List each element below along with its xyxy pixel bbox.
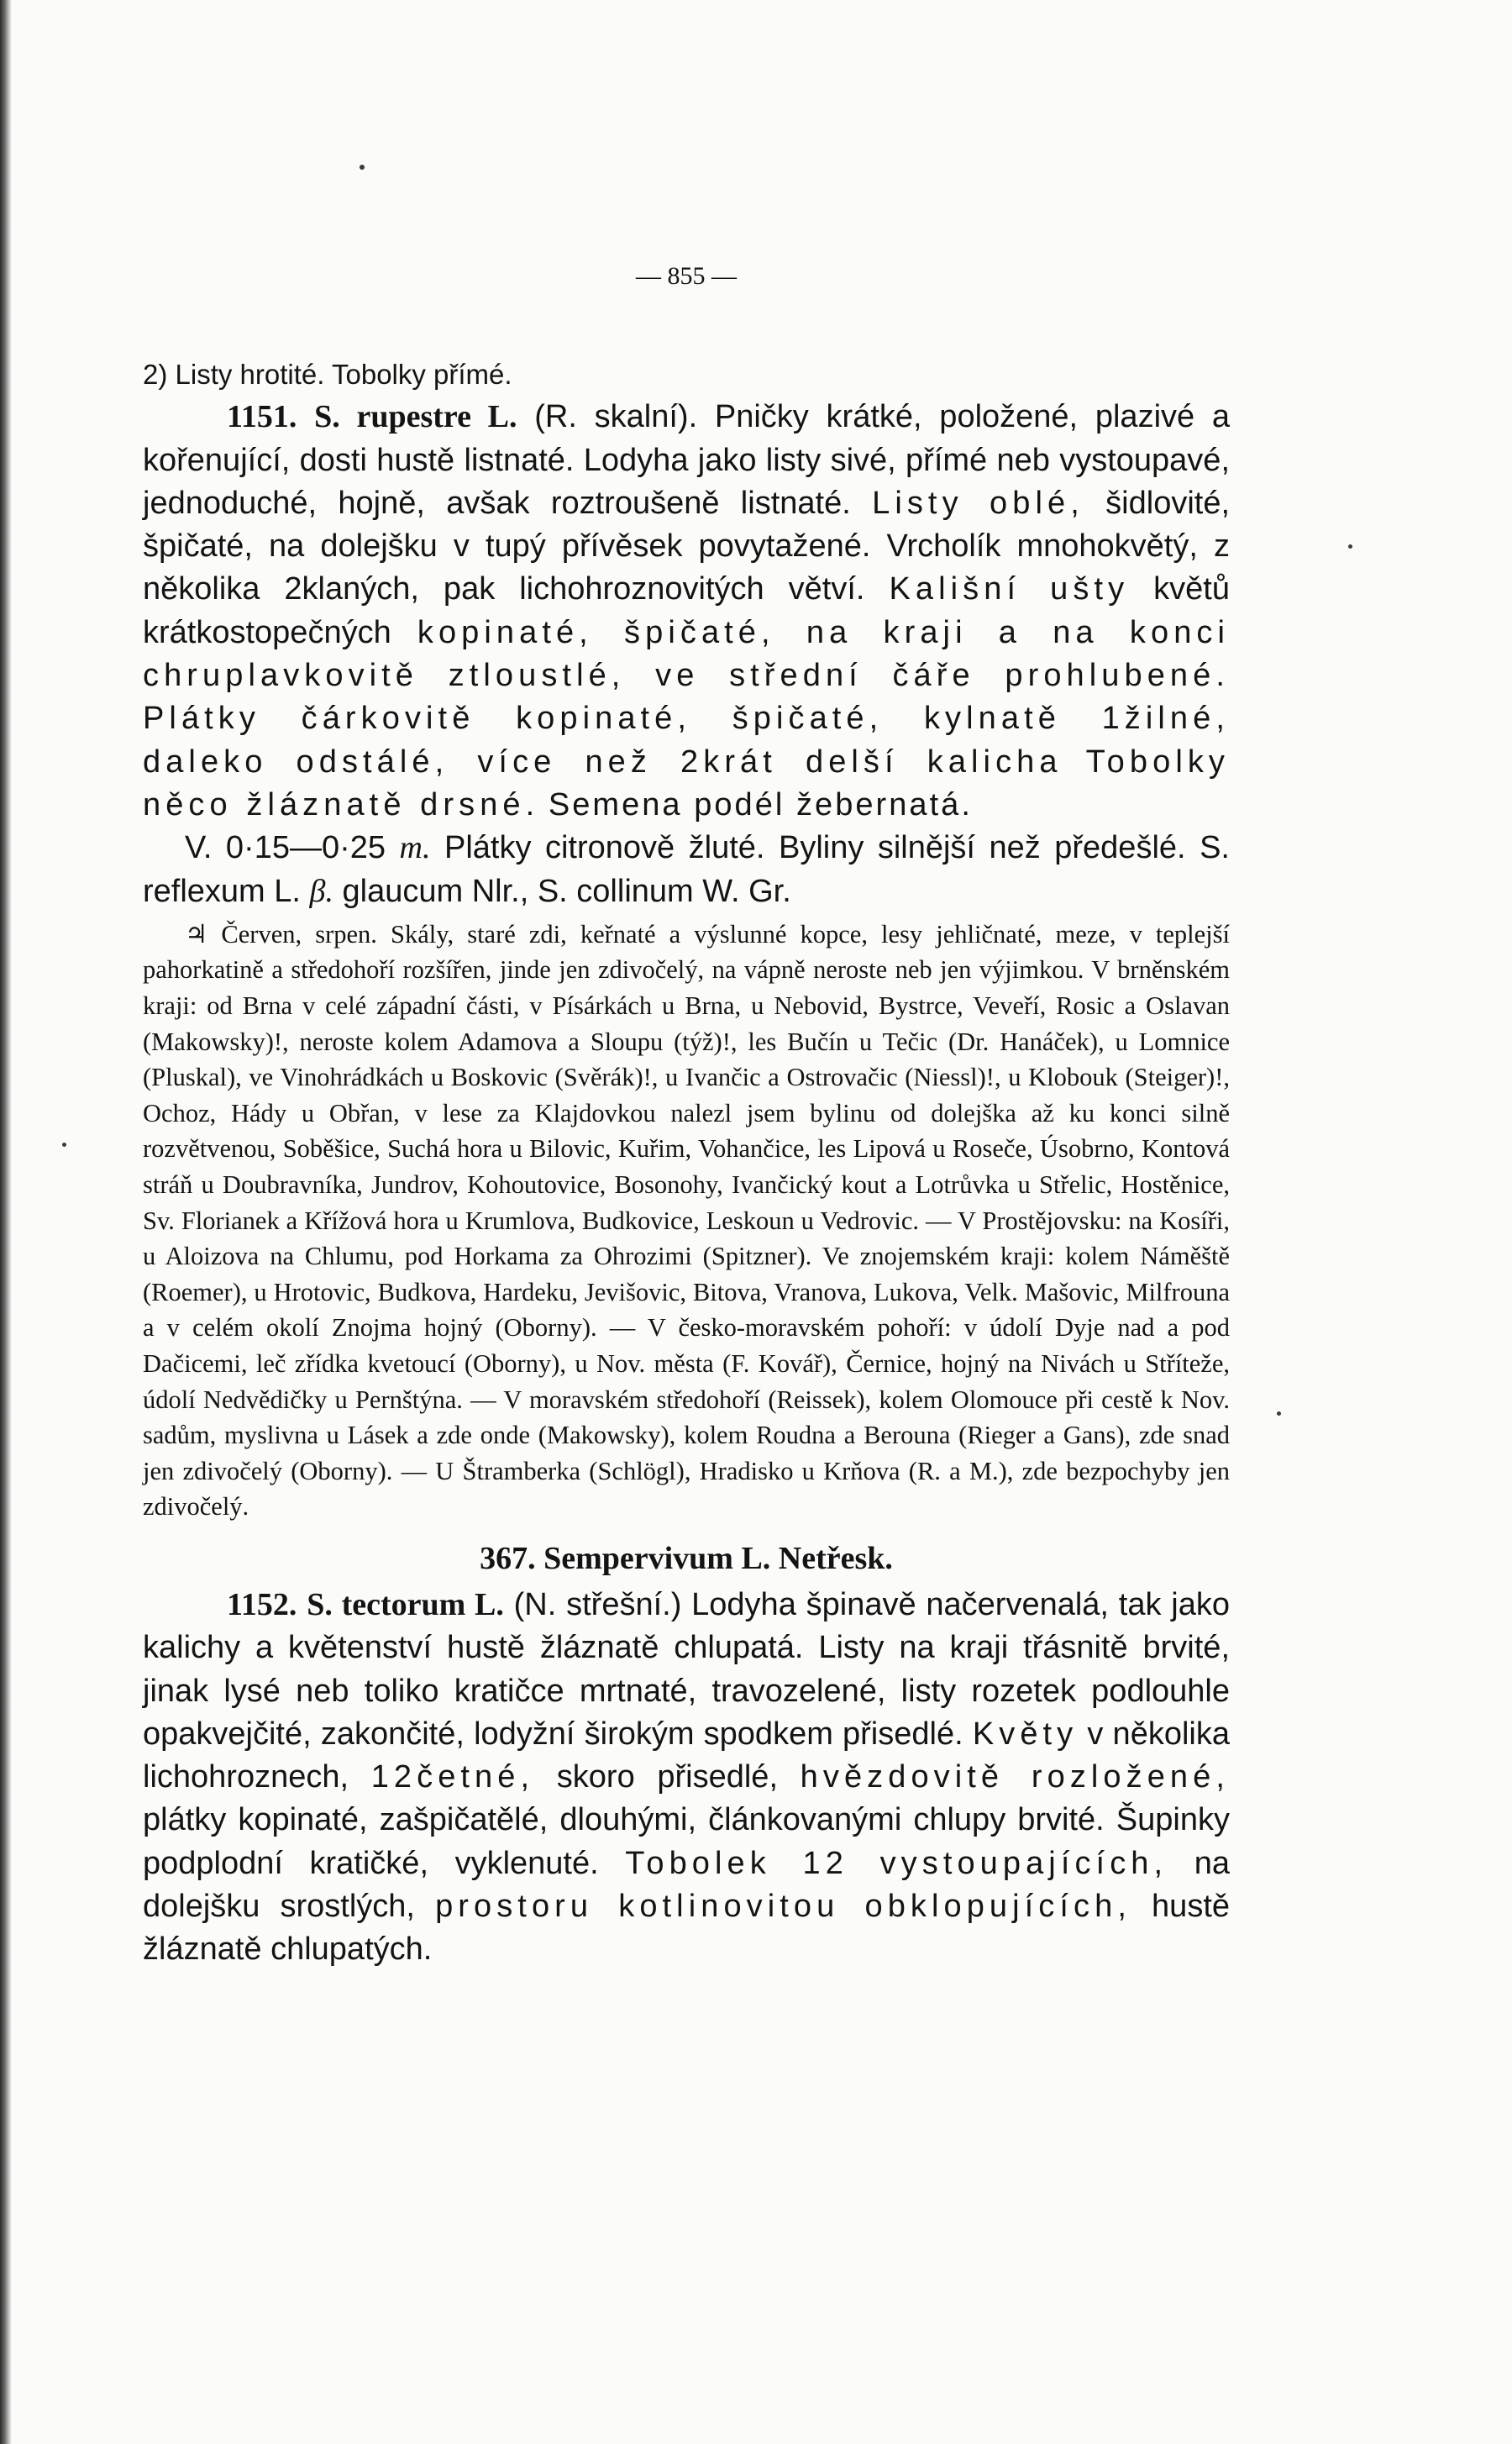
intro-line: 2) Listy hrotité. Tobolky přímé.: [143, 359, 512, 390]
scan-speck: [1277, 1411, 1281, 1416]
entry-1151: [143, 353, 1230, 1972]
species-1151-occurrence: ♃ Červen, srpen. Skály, staré zdi, keřnaté a výslunné kopce, lesy jehličnaté, meze, v teplejší pahorkatině a středohoří rozšířen, jinde jen zdivočelý, na vápně neroste neb jen výjimkou. V brněnském kraji: od Brna v celé západní části, v Písárkách u Brna, u Nebovid, Bystrce, Veveří, Rosic a Oslavan (Makowsky)!, neroste kolem Adamova a Sloupu (týž)!, les Bučín u Tečic (Dr. Hanáček), u Lomnice (Pluskal), ve Vinohrádkách u Boskovic (Svěrák)!, u Ivančic a Ostrovačic (Niessl)!, u Klobouk (Steiger)!, Ochoz, Hády u Obřan, v lese za Klajdovkou nalezl jsem bylinu od dolejška až ku konci silně rozvětvenou, Soběšice, Suchá hora u Bilovic, Kuřim, Vohančice, les Lipová u Roseče, Úsobrno, Kontová stráň u Doubravníka, Jundrov, Kohoutovice, Bosonohy, Ivančický kout a Lotrůvka u Střelic, Hostěnice, Sv. Florianek a Křížová hora u Krumlova, Budkovice, Leskoun u Vedrovic. — V Prostějovsku: na Kosíři, u Aloizova na Chlumu, pod Horkama za Ohrozimi (Spitzner). Ve znojemském kraji: kolem Náměště (Roemer), u Hrotovic, Budkova, Hardeku, Jevišovic, Bitova, Vranova, Lukova, Velk. Mašovic, Milfrouna a v celém okolí Znojma hojný (Oborny). — V česko-moravském pohoří: v údolí Dyje nad a pod Dačicemi, leč zřídka kvetoucí (Oborny), u Nov. města (F. Kovář), Černice, hojný na Nivách u Stříteže, údolí Nedvědičky u Pernštýna. — V moravském středohoří (Reissek), kolem Olomouce při cestě k Nov. sadům, myslivna u Lásek a zde onde (Makowsky), kolem Roudna a Berouna (Rieger a Gans), zde snad jen zdivočelý (Oborny). — U Štramberka (Schlögl), Hradisko u Krňova (R. a M.), zde bezpochyby jen zdivočelý.: [143, 919, 1230, 1522]
scan-speck: [360, 165, 365, 170]
species-1151-size: V. 0·15—0·25 m. Plátky citronově žluté. Byliny silnější než předešlé. S. reflexum L. β. glaucum Nlr., S. collinum W. Gr.: [143, 830, 1230, 909]
species-common-name: (R. skalní).: [534, 399, 698, 435]
scan-speck: [62, 1143, 66, 1147]
page-number: — 855 —: [636, 262, 737, 290]
species-common-name: (N. střešní.): [513, 1586, 682, 1622]
species-number: 1151.: [227, 399, 297, 435]
species-name: S. tectorum L.: [307, 1586, 504, 1622]
species-name: S. rupestre L.: [314, 399, 517, 435]
genus-heading: 367. Sempervivum L. Netřesk.: [480, 1540, 893, 1576]
scan-speck: [1348, 544, 1352, 549]
species-1152-description: 1152. S. tectorum L. (N. střešní.) Lodyha špinavě načervenalá, tak jako kalichy a květenství hustě žláznatě chlupatá. Listy na kraji třásnitě brvité, jinak lysé neb toliko kratičce mrtnaté, travozelené, listy rozetek podlouhle opakvejčité, zakončité, lodyžní širokým spodkem přisedlé. Květy v několika lichohroznech, 12četné, skoro přisedlé, hvězdovitě rozložené, plátky kopinaté, zašpičatělé, dlouhými, článkovanými chlupy brvité. Šupinky podplodní kratičké, vyklenuté. Tobolek 12 vystoupajících, na dolejšku srostlých, prostoru kotlinovitou obklopujících, hustě žláznatě chlupatých.: [143, 1586, 1231, 1968]
page-binding-edge: [0, 0, 12, 2444]
species-number: 1152.: [227, 1586, 297, 1622]
species-1151-description: 1151. S. rupestre L. (R. skalní). Pničky krátké, položené, plazivé a kořenující, dosti hustě listnaté. Lodyha jako listy sivé, přímé neb vystoupavé, jednoduché, hojně, avšak roztroušeně listnaté. Listy oblé, šidlovité, špičaté, na dolejšku v tupý přívěsek povytažené. Vrcholík mnohokvětý, z několika 2klaných, pak lichohroznovitých větví. Kališní ušty květů krátkostopečných kopinaté, špičaté, na kraji a na konci chruplavkovitě ztloustlé, ve střední čáře prohlubené. Plátky čárkovitě kopinaté, špičaté, kylnatě 1žilné, daleko odstálé, více než 2krát delší kalicha Tobolky něco žláznatě drsné. Semena podél žebernatá.: [143, 399, 1231, 823]
